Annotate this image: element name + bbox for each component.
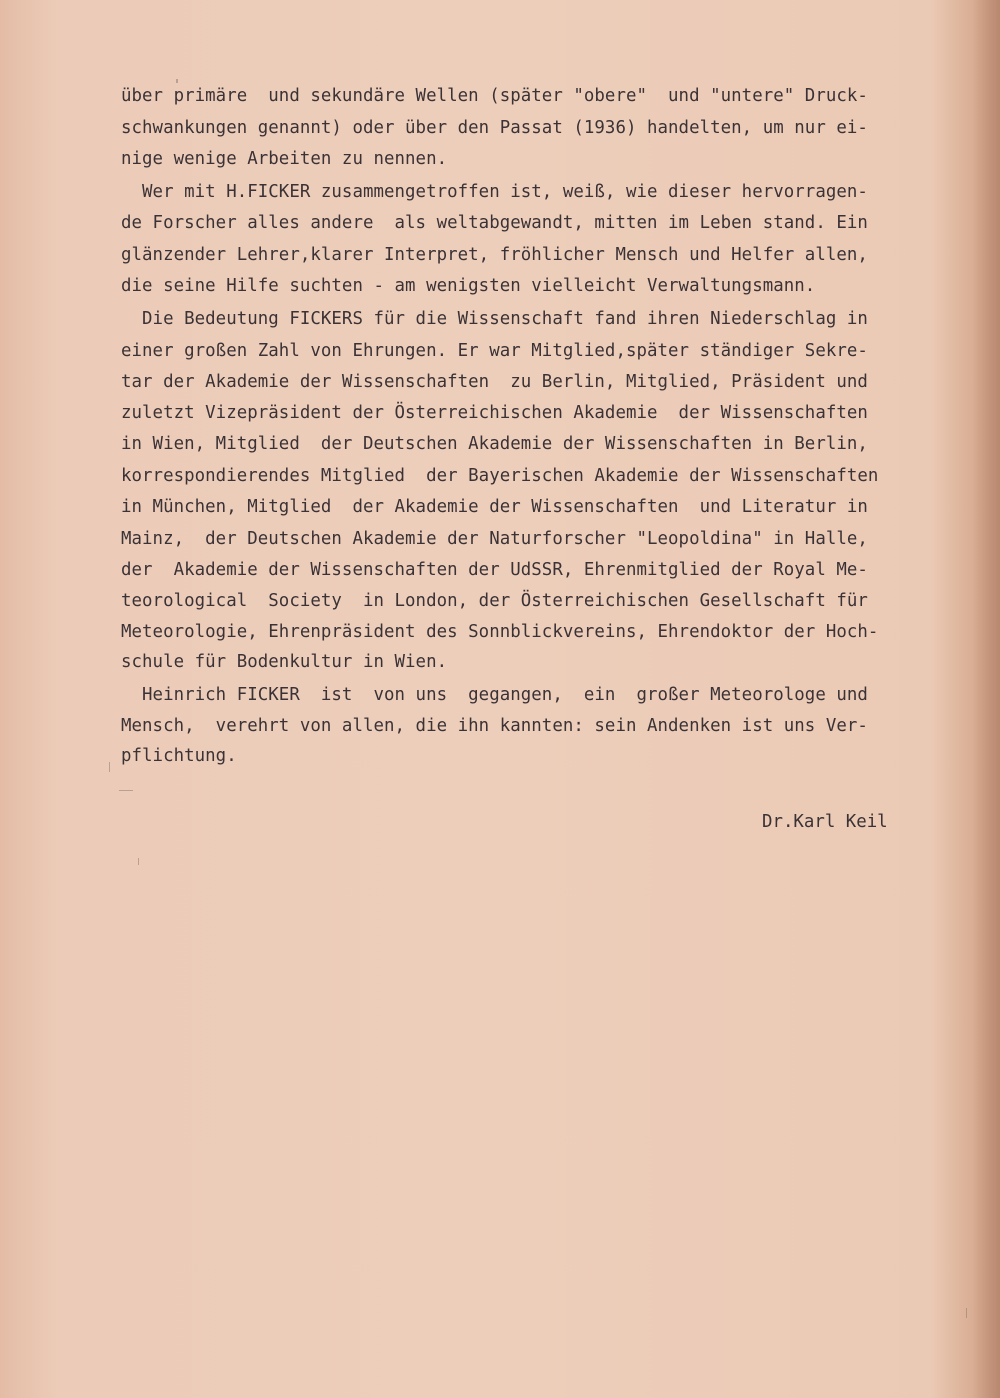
text-line: in München, Mitglied der Akademie der Wissenschaften und Literatur in [121, 497, 868, 517]
text-line: einer großen Zahl von Ehrungen. Er war Mitglied,später ständiger Sekre- [121, 341, 868, 361]
text-line: korrespondierendes Mitglied der Bayerischen Akademie der Wissenschaften [121, 466, 879, 486]
text-line: Heinrich FICKER ist von uns gegangen, ein großer Meteorologe und [121, 685, 868, 705]
text-line: de Forscher alles andere als weltabgewandt, mitten im Leben stand. Ein [121, 213, 868, 233]
text-line: über primäre und sekundäre Wellen (später "obere" und "untere" Druck- [121, 86, 868, 106]
signature: Dr.Karl Keil [762, 812, 888, 832]
text-line: Mainz, der Deutschen Akademie der Naturforscher "Leopoldina" in Halle, [121, 529, 868, 549]
text-line: schwankungen genannt) oder über den Passat (1936) handelten, um nur ei- [121, 118, 868, 138]
text-line: Die Bedeutung FICKERS für die Wissenschaft fand ihren Niederschlag in [121, 309, 868, 329]
text-line: teorological Society in London, der Österreichischen Gesellschaft für [121, 591, 868, 611]
text-line: nige wenige Arbeiten zu nennen. [121, 149, 448, 169]
text-line: zuletzt Vizepräsident der Österreichischen Akademie der Wissenschaften [121, 403, 868, 423]
text-line: glänzender Lehrer,klarer Interpret, fröhlicher Mensch und Helfer allen, [121, 245, 868, 265]
text-line: schule für Bodenkultur in Wien. [121, 652, 448, 672]
text-line: in Wien, Mitglied der Deutschen Akademie der Wissenschaften in Berlin, [121, 434, 868, 454]
text-line: tar der Akademie der Wissenschaften zu Berlin, Mitglied, Präsident und [121, 372, 868, 392]
text-line: Meteorologie, Ehrenpräsident des Sonnblickvereins, Ehrendoktor der Hoch- [121, 622, 879, 642]
page-edge-shadow [972, 0, 1000, 1398]
text-line: der Akademie der Wissenschaften der UdSSR, Ehrenmitglied der Royal Me- [121, 560, 868, 580]
text-line: die seine Hilfe suchten - am wenigsten vielleicht Verwaltungsmann. [121, 276, 816, 296]
text-line: pflichtung. [121, 746, 237, 766]
text-line: Mensch, verehrt von allen, die ihn kannten: sein Andenken ist uns Ver- [121, 716, 868, 736]
text-line: Wer mit H.FICKER zusammengetroffen ist, weiß, wie dieser hervorragen- [121, 182, 868, 202]
